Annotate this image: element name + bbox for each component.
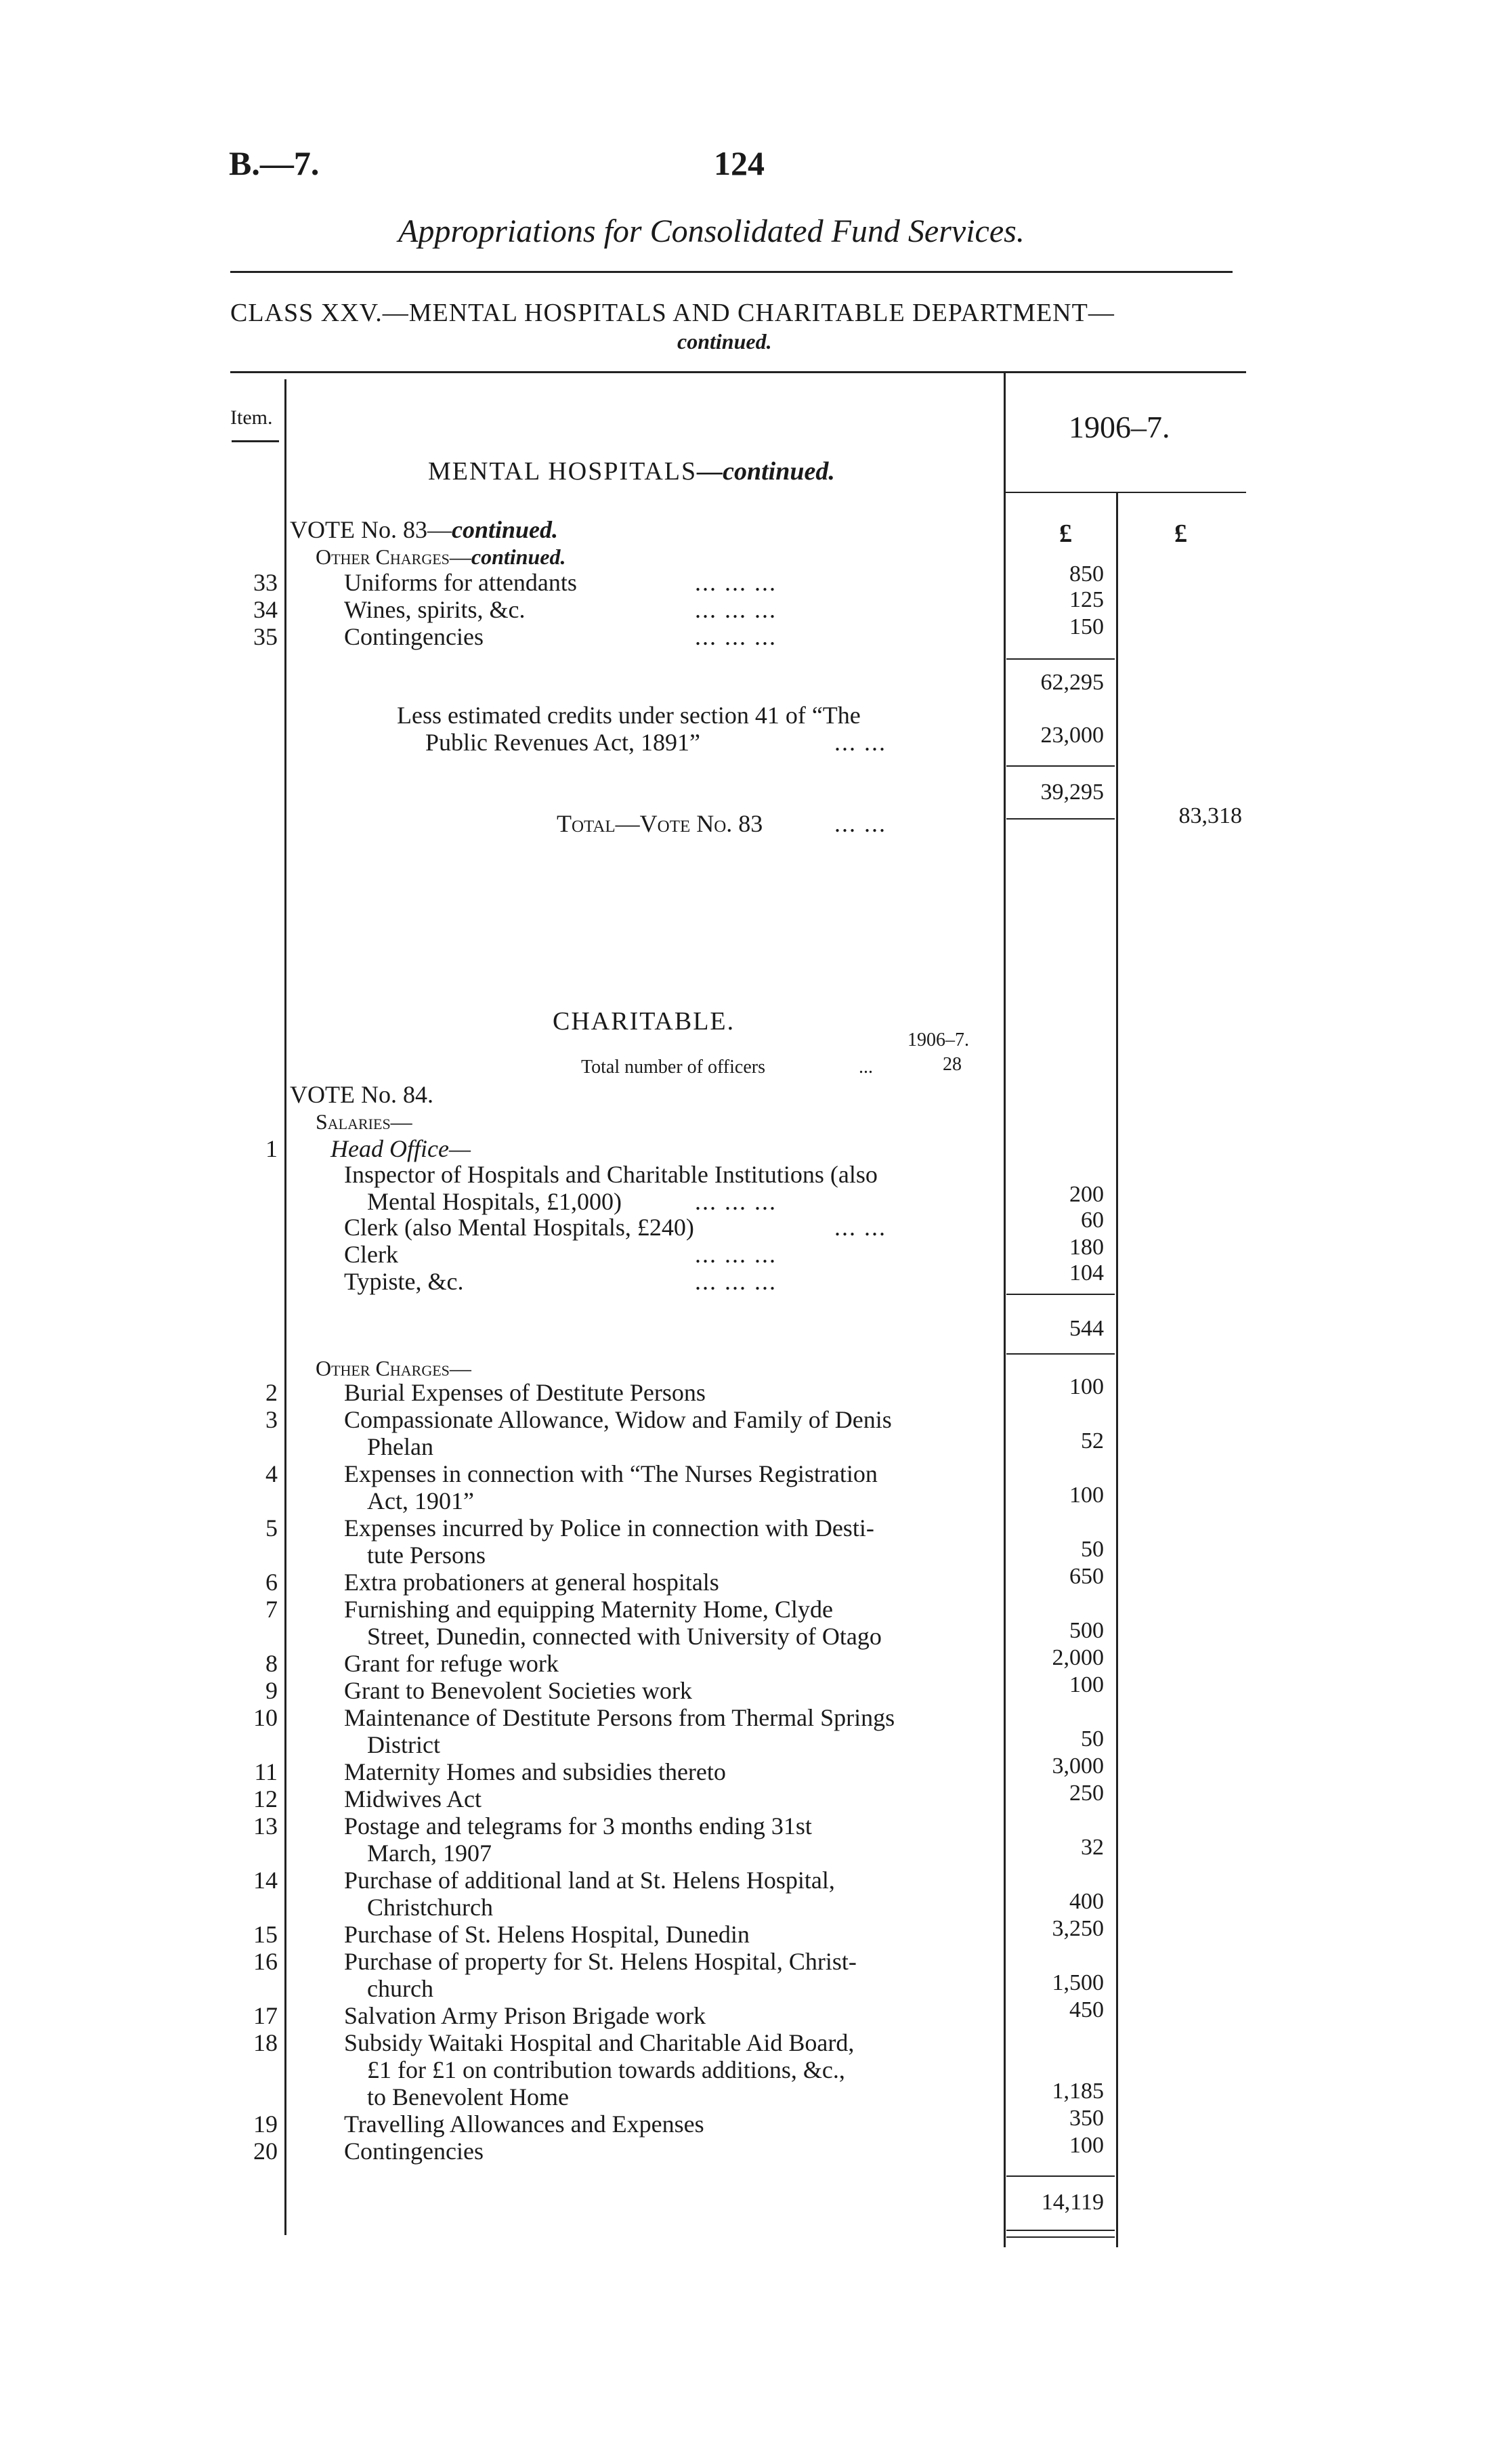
salaries-subtotal-rule bbox=[1006, 1294, 1115, 1295]
mental-net-amount: 39,295 bbox=[1040, 780, 1104, 805]
salary-description-cont: Mental Hospitals, £1,000) bbox=[367, 1188, 622, 1215]
class-title: CLASS XXV.—MENTAL HOSPITALS AND CHARITABLE DEPARTMENT— bbox=[230, 299, 1115, 327]
line-item-description: Contingencies bbox=[344, 623, 484, 650]
mental-heading-text: MENTAL HOSPITALS bbox=[428, 457, 698, 486]
salary-amount: 104 bbox=[1069, 1260, 1104, 1286]
item-number: 20 bbox=[253, 2138, 278, 2165]
charge-description-cont: £1 for £1 on contribution towards additions, &c., bbox=[367, 2056, 845, 2083]
class-continued: continued. bbox=[677, 329, 772, 354]
line-item-description: Uniforms for attendants bbox=[344, 569, 577, 596]
salary-amount: 60 bbox=[1081, 1208, 1104, 1233]
charge-amount: 1,185 bbox=[1052, 2079, 1104, 2104]
net-rule bbox=[1006, 765, 1115, 767]
charge-amount: 1,500 bbox=[1052, 1970, 1104, 1995]
item-number: 19 bbox=[253, 2110, 278, 2138]
line-item-amount: 150 bbox=[1069, 614, 1104, 639]
mental-other-charges-continued: continued. bbox=[471, 545, 566, 569]
charge-amount: 3,250 bbox=[1052, 1916, 1104, 1941]
charge-description: Expenses in connection with “The Nurses Registration bbox=[344, 1460, 878, 1487]
year-header-rule bbox=[1005, 492, 1246, 493]
item-number: 17 bbox=[253, 2002, 278, 2029]
mental-heading-continued: —continued. bbox=[697, 457, 835, 486]
item-number: 7 bbox=[265, 1596, 278, 1623]
charge-description-cont: Act, 1901” bbox=[367, 1487, 474, 1514]
less-credits-line-1: Less estimated credits under section 41 of “The bbox=[397, 702, 861, 729]
subtotal-rule bbox=[1006, 658, 1115, 660]
charge-amount: 650 bbox=[1069, 1564, 1104, 1589]
charge-description-cont: March, 1907 bbox=[367, 1840, 492, 1867]
officers-count: 28 bbox=[943, 1054, 962, 1075]
charge-description: Travelling Allowances and Expenses bbox=[344, 2110, 704, 2138]
leader-dots: ... ... bbox=[834, 1214, 886, 1241]
page-reference: B.—7. bbox=[229, 144, 320, 182]
charge-amount: 2,000 bbox=[1052, 1645, 1104, 1670]
other-charges-subtotal-rule bbox=[1006, 2175, 1115, 2177]
charge-description: Salvation Army Prison Brigade work bbox=[344, 2002, 706, 2029]
line-item-description: Wines, spirits, &c. bbox=[344, 596, 526, 623]
pound-sign-1: £ bbox=[1059, 519, 1072, 548]
charge-description: Expenses incurred by Police in connection with Desti- bbox=[344, 1514, 874, 1542]
mental-other-charges-label: Other Charges— bbox=[316, 545, 471, 569]
charge-description: Furnishing and equipping Maternity Home, Clyde bbox=[344, 1596, 833, 1623]
charge-amount: 100 bbox=[1069, 2133, 1104, 2158]
salaries-total: 544 bbox=[1069, 1316, 1104, 1341]
charge-description: Maintenance of Destitute Persons from Thermal Springs bbox=[344, 1704, 895, 1731]
item-number: 1 bbox=[265, 1135, 278, 1162]
vote-83-label: VOTE No. 83— bbox=[290, 516, 452, 543]
charge-description-cont: Phelan bbox=[367, 1433, 433, 1460]
charge-amount: 32 bbox=[1081, 1835, 1104, 1860]
item-number: 15 bbox=[253, 1921, 278, 1948]
charge-amount: 50 bbox=[1081, 1537, 1104, 1562]
charge-description-cont: church bbox=[367, 1975, 433, 2002]
officers-year: 1906–7. bbox=[907, 1029, 969, 1050]
leader-dots: ... ... ... bbox=[695, 1188, 777, 1215]
item-number: 5 bbox=[265, 1514, 278, 1542]
vote-83-total-label: Total—Vote No. 83 bbox=[557, 810, 763, 837]
item-column-header: Item. bbox=[230, 406, 273, 429]
other-charges-total: 14,119 bbox=[1041, 2190, 1104, 2215]
item-number: 4 bbox=[265, 1460, 278, 1487]
salary-description: Inspector of Hospitals and Charitable Institutions (also bbox=[344, 1161, 878, 1188]
item-number: 3 bbox=[265, 1406, 278, 1433]
officers-dots: ... bbox=[859, 1057, 873, 1078]
charge-description: Purchase of St. Helens Hospital, Dunedin bbox=[344, 1921, 750, 1948]
charge-description: Burial Expenses of Destitute Persons bbox=[344, 1379, 706, 1406]
item-number: 16 bbox=[253, 1948, 278, 1975]
charge-amount: 350 bbox=[1069, 2106, 1104, 2131]
charge-description: Postage and telegrams for 3 months ending 31st bbox=[344, 1812, 812, 1840]
charitable-other-charges-heading: Other Charges— bbox=[316, 1356, 471, 1380]
item-number: 18 bbox=[253, 2029, 278, 2056]
leader-dots: ... ... ... bbox=[695, 1268, 777, 1295]
pound-sign-2: £ bbox=[1174, 519, 1187, 548]
salary-description: Clerk bbox=[344, 1241, 398, 1268]
salary-amount: 180 bbox=[1069, 1235, 1104, 1260]
salary-amount: 200 bbox=[1069, 1182, 1104, 1207]
item-number: 6 bbox=[265, 1569, 278, 1596]
title-rule bbox=[230, 271, 1233, 273]
item-number: 11 bbox=[254, 1758, 278, 1785]
item-number: 8 bbox=[265, 1650, 278, 1677]
item-number: 35 bbox=[253, 623, 278, 650]
item-header-rule bbox=[232, 440, 279, 442]
mental-subtotal: 62,295 bbox=[1040, 670, 1104, 695]
charge-amount: 3,000 bbox=[1052, 1754, 1104, 1779]
charge-description-cont: Street, Dunedin, connected with University of Otago bbox=[367, 1623, 882, 1650]
leader-dots: ... ... ... bbox=[695, 1241, 777, 1268]
leader-dots: ... ... ... bbox=[695, 623, 777, 650]
vote-84-heading: VOTE No. 84. bbox=[290, 1081, 433, 1108]
charge-description: Contingencies bbox=[344, 2138, 484, 2165]
charge-description: Grant to Benevolent Societies work bbox=[344, 1677, 692, 1704]
line-item-amount: 850 bbox=[1069, 561, 1104, 587]
charge-description: Purchase of property for St. Helens Hospital, Christ- bbox=[344, 1948, 857, 1975]
year-column-header: 1906–7. bbox=[1069, 410, 1170, 444]
head-office-heading: Head Office— bbox=[330, 1135, 471, 1162]
charge-description: Grant for refuge work bbox=[344, 1650, 559, 1677]
other-charges-total-rule-1 bbox=[1006, 2230, 1115, 2231]
charge-amount: 500 bbox=[1069, 1618, 1104, 1643]
leader-dots: ... ... ... bbox=[695, 596, 777, 623]
vote-83-total-amount: 83,318 bbox=[1178, 803, 1242, 828]
subtotal-column-divider bbox=[1116, 493, 1118, 2247]
item-number: 2 bbox=[265, 1379, 278, 1406]
item-number: 9 bbox=[265, 1677, 278, 1704]
less-credits-line-2: Public Revenues Act, 1891” bbox=[425, 729, 700, 756]
leader-dots: ... ... bbox=[834, 810, 886, 837]
charge-description-cont: to Benevolent Home bbox=[367, 2083, 569, 2110]
item-number: 13 bbox=[253, 1812, 278, 1840]
vote-83-continued: continued. bbox=[451, 516, 559, 543]
line-item-amount: 125 bbox=[1069, 587, 1104, 612]
net-under-rule bbox=[1006, 818, 1115, 820]
charitable-heading: CHARITABLE. bbox=[553, 1007, 735, 1036]
item-column-divider bbox=[284, 379, 286, 2235]
item-number: 12 bbox=[253, 1785, 278, 1812]
charge-description-cont: tute Persons bbox=[367, 1542, 486, 1569]
leader-dots: ... ... ... bbox=[695, 569, 777, 596]
charge-description: Subsidy Waitaki Hospital and Charitable Aid Board, bbox=[344, 2029, 855, 2056]
other-charges-total-rule-2 bbox=[1006, 2236, 1115, 2238]
table-top-rule bbox=[230, 371, 1246, 373]
charge-description-cont: District bbox=[367, 1731, 440, 1758]
item-number: 14 bbox=[253, 1867, 278, 1894]
salary-description: Clerk (also Mental Hospitals, £240) bbox=[344, 1214, 694, 1241]
charge-amount: 250 bbox=[1069, 1781, 1104, 1806]
charge-description: Compassionate Allowance, Widow and Family of Denis bbox=[344, 1406, 892, 1433]
item-number: 33 bbox=[253, 569, 278, 596]
vote-83-heading bbox=[290, 516, 558, 543]
charge-amount: 400 bbox=[1069, 1889, 1104, 1914]
charge-amount: 450 bbox=[1069, 1997, 1104, 2022]
charge-amount: 100 bbox=[1069, 1483, 1104, 1508]
page-number: 124 bbox=[714, 144, 765, 182]
salaries-heading: Salaries— bbox=[316, 1109, 412, 1134]
mental-other-charges-heading bbox=[316, 543, 565, 570]
charge-description: Maternity Homes and subsidies thereto bbox=[344, 1758, 726, 1785]
leader-dots: ... ... bbox=[834, 729, 886, 756]
item-number: 10 bbox=[253, 1704, 278, 1731]
charge-amount: 52 bbox=[1081, 1428, 1104, 1453]
less-credits-amount: 23,000 bbox=[1040, 723, 1104, 748]
officers-label: Total number of officers bbox=[581, 1057, 765, 1078]
mental-hospitals-heading bbox=[428, 456, 835, 486]
charge-description: Midwives Act bbox=[344, 1785, 482, 1812]
salaries-total-rule bbox=[1006, 1353, 1115, 1355]
item-number: 34 bbox=[253, 596, 278, 623]
charge-amount: 50 bbox=[1081, 1726, 1104, 1751]
charge-amount: 100 bbox=[1069, 1374, 1104, 1399]
salary-description: Typiste, &c. bbox=[344, 1268, 464, 1295]
charge-description: Purchase of additional land at St. Helens Hospital, bbox=[344, 1867, 835, 1894]
charge-description: Extra probationers at general hospitals bbox=[344, 1569, 719, 1596]
amount-column-divider bbox=[1004, 371, 1006, 2247]
page-title: Appropriations for Consolidated Fund Services. bbox=[398, 213, 1025, 249]
charge-amount: 100 bbox=[1069, 1672, 1104, 1697]
charge-description-cont: Christchurch bbox=[367, 1894, 493, 1921]
